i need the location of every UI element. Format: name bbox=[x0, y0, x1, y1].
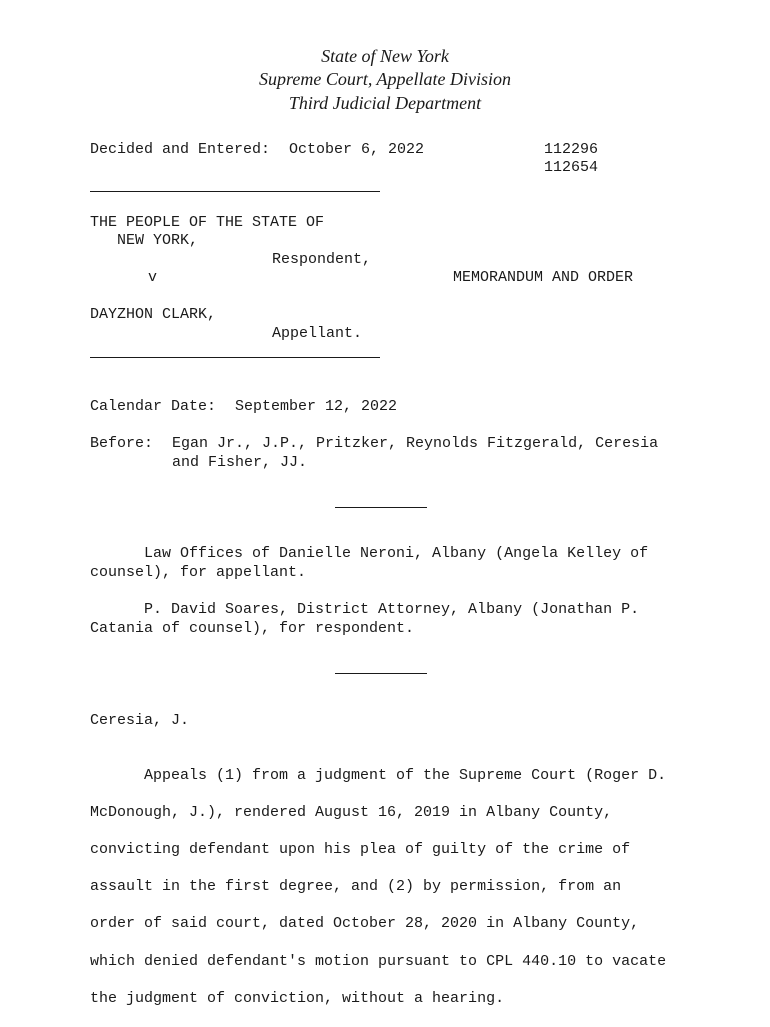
opinion-paragraph bbox=[90, 748, 690, 1027]
decided-date: October 6, 2022 bbox=[289, 141, 425, 158]
versus: v bbox=[148, 269, 158, 286]
defendant-name: DAYZHON CLARK, bbox=[90, 306, 217, 323]
opinion-line: order of said court, dated October 28, 2020 in Albany County, bbox=[90, 915, 640, 933]
opinion-line: which denied defendant's motion pursuant to CPL 440.10 to vacate bbox=[90, 952, 667, 970]
respondent-role: Respondent, bbox=[272, 251, 372, 268]
panel-line-1: Egan Jr., J.P., Pritzker, Reynolds Fitzgerald, Ceresia bbox=[172, 435, 659, 452]
opinion-line: Appeals (1) from a judgment of the Supreme Court (Roger D. bbox=[90, 766, 667, 784]
panel-line-2: and Fisher, JJ. bbox=[172, 454, 308, 471]
plaintiff-line-1: THE PEOPLE OF THE STATE OF bbox=[90, 214, 325, 231]
plaintiff-line-2: NEW YORK, bbox=[117, 232, 199, 249]
respondent-counsel-line-2: Catania of counsel), for respondent. bbox=[90, 620, 415, 637]
appellant-counsel-line-2: counsel), for appellant. bbox=[90, 564, 307, 581]
docket-number-2: 112654 bbox=[544, 159, 599, 176]
calendar-label: Calendar Date: bbox=[90, 398, 217, 415]
respondent-counsel-line-1: P. David Soares, District Attorney, Albany (Jonathan P. bbox=[90, 601, 640, 618]
opinion-line: the judgment of conviction, without a hearing. bbox=[90, 989, 505, 1007]
caption-bottom-rule bbox=[90, 357, 380, 358]
docket-number-1: 112296 bbox=[544, 141, 599, 158]
court-name: State of New York bbox=[321, 46, 449, 66]
decided-label: Decided and Entered: bbox=[90, 141, 271, 158]
opinion-line: assault in the first degree, and (2) by permission, from an bbox=[90, 878, 622, 896]
before-label: Before: bbox=[90, 435, 154, 452]
appellant-role: Appellant. bbox=[272, 325, 363, 342]
opinion-line: McDonough, J.), rendered August 16, 2019 in Albany County, bbox=[90, 803, 613, 821]
document-type: MEMORANDUM AND ORDER bbox=[453, 269, 634, 286]
section-divider bbox=[335, 507, 427, 508]
section-divider bbox=[335, 673, 427, 674]
appellant-counsel-line-1: Law Offices of Danielle Neroni, Albany (Angela Kelley of bbox=[90, 545, 649, 562]
opinion-author: Ceresia, J. bbox=[90, 712, 190, 729]
caption-top-rule bbox=[90, 191, 380, 192]
court-department: Third Judicial Department bbox=[288, 93, 482, 113]
opinion-line: convicting defendant upon his plea of guilty of the crime of bbox=[90, 840, 631, 858]
court-division: Supreme Court, Appellate Division bbox=[259, 69, 511, 89]
calendar-date: September 12, 2022 bbox=[235, 398, 398, 415]
